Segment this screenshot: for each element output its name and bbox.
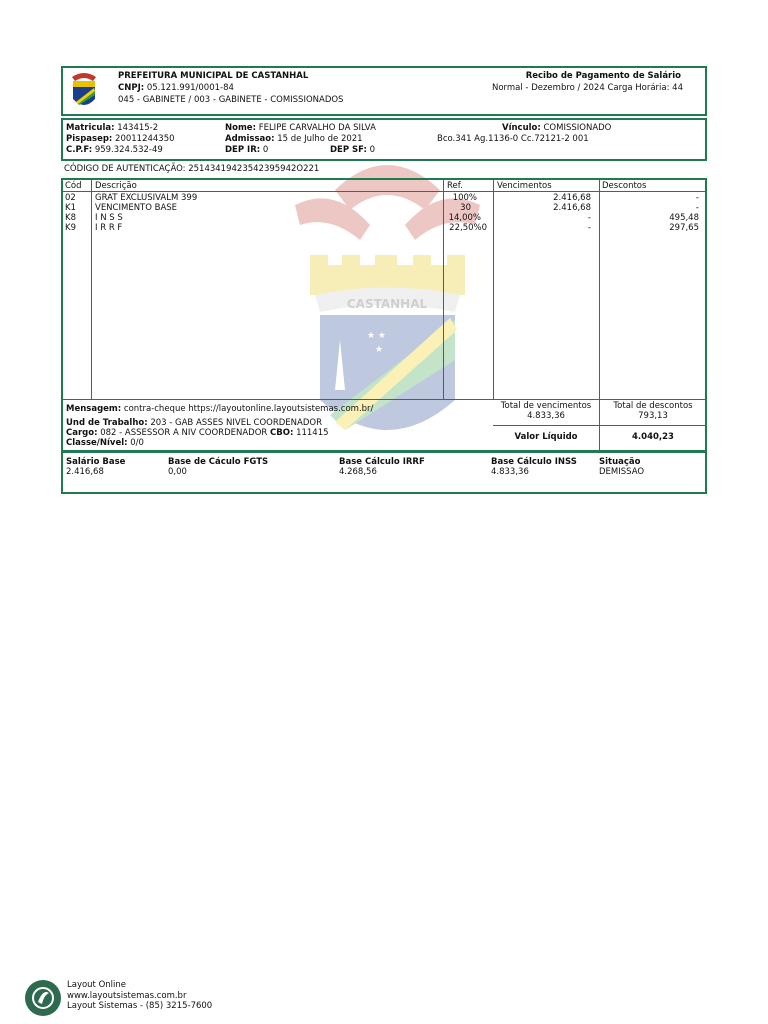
nome-value: FELIPE CARVALHO DA SILVA	[258, 123, 376, 133]
mensagem-label: Mensagem:	[66, 404, 122, 414]
vinculo-label: Vínculo:	[502, 123, 541, 133]
svg-text:★: ★	[375, 345, 384, 355]
col-header-descontos: Descontos	[602, 181, 647, 191]
table-row	[63, 213, 705, 223]
dep-sf-value: 0	[369, 145, 376, 155]
matricula-value: 143415-2	[117, 123, 159, 133]
col-header-descricao: Descrição	[95, 181, 137, 191]
total-vencimentos-label: Total de vencimentos	[500, 401, 592, 411]
svg-text:★ ★: ★ ★	[367, 331, 386, 341]
cbo-label: CBO:	[270, 428, 294, 438]
salario-base-value: 2.416,68	[66, 467, 104, 477]
mensagem-value: contra-cheque https://layoutonline.layoutsistemas.com.br/	[123, 404, 374, 414]
total-descontos-label: Total de descontos	[613, 401, 693, 411]
brand-line-3: Layout Sistemas - (85) 3215-7600	[67, 1001, 213, 1011]
row-desc: I R R F	[95, 223, 123, 233]
classe-value: 0/0	[130, 438, 144, 448]
cargo-label: Cargo:	[66, 428, 98, 438]
admissao-label: Admissao:	[225, 134, 275, 144]
salario-base-label: Salário Base	[66, 457, 126, 467]
situacao-value: DEMISSAO	[599, 467, 645, 477]
row-descontos: 297,65	[669, 223, 699, 233]
table-row	[63, 223, 705, 233]
brand-line-2[interactable]: www.layoutsistemas.com.br	[67, 991, 187, 1001]
auth-code: CÓDIGO DE AUTENTICAÇÃO: 25143419423542395942O221	[64, 164, 320, 174]
doc-title: Recibo de Pagamento de Salário	[525, 71, 681, 81]
row-desc: GRAT EXCLUSIVALM 399	[95, 193, 198, 203]
row-venc: 2.416,68	[553, 193, 591, 203]
row-descontos: 495,48	[669, 213, 699, 223]
row-venc: 2.416,68	[553, 203, 591, 213]
classe-label: Classe/Nível:	[66, 438, 128, 448]
cpf-label: C.P.F:	[66, 145, 93, 155]
inss-label: Base Cálculo INSS	[491, 457, 577, 467]
header-box	[61, 66, 707, 116]
row-venc: -	[587, 223, 591, 233]
valor-liquido-value: 4.040,23	[632, 432, 674, 442]
cnpj-value: 05.121.991/0001-84	[146, 83, 234, 93]
table-row	[63, 193, 705, 203]
row-ref: 14,00%	[448, 213, 481, 223]
cnpj-label: CNPJ:	[118, 83, 145, 93]
vinculo-value: COMISSIONADO	[543, 123, 612, 133]
total-vencimentos-value: 4.833,36	[527, 411, 565, 421]
inss-value: 4.833,36	[491, 467, 529, 477]
dep-sf-label: DEP SF:	[330, 145, 367, 155]
dep-ir-value: 0	[262, 145, 269, 155]
brand-line-1: Layout Online	[67, 980, 127, 990]
row-descontos: -	[695, 203, 699, 213]
admissao-value: 15 de Julho de 2021	[277, 134, 363, 144]
coat-of-arms-logo	[67, 69, 101, 111]
row-ref: 30	[460, 203, 471, 213]
watermark-text: CASTANHAL	[346, 297, 428, 311]
employee-box	[61, 118, 707, 161]
row-cod: 02	[65, 193, 76, 203]
row-cod: K9	[65, 223, 76, 233]
dep-ir-label: DEP IR:	[225, 145, 261, 155]
payslip-table	[61, 178, 707, 452]
layout-logo-icon	[24, 979, 62, 1017]
bank-info: Bco.341 Ag.1136-0 Cc.72121-2 001	[437, 134, 589, 144]
row-cod: K8	[65, 213, 76, 223]
row-desc: VENCIMENTO BASE	[95, 203, 178, 213]
fgts-label: Base de Cáculo FGTS	[168, 457, 269, 467]
hours-line: Carga Horária: 44	[607, 83, 683, 93]
valor-liquido-label: Valor Líquido	[514, 432, 578, 442]
und-trabalho-label: Und de Trabalho:	[66, 418, 148, 428]
unit-line: 045 - GABINETE / 003 - GABINETE - COMISSIONADOS	[118, 95, 344, 105]
row-ref: 22,50%0	[449, 223, 487, 233]
total-descontos-value: 793,13	[638, 411, 668, 421]
col-header-ref: Ref.	[447, 181, 463, 191]
cpf-value: 959.324.532-49	[94, 145, 163, 155]
row-desc: I N S S	[95, 213, 123, 223]
row-ref: 100%	[452, 193, 477, 203]
fgts-value: 0,00	[168, 467, 187, 477]
irrf-label: Base Cálculo IRRF	[339, 457, 425, 467]
matricula-label: Matricula:	[66, 123, 115, 133]
col-header-vencimentos: Vencimentos	[497, 181, 552, 191]
period-line: Normal - Dezembro / 2024	[491, 83, 605, 93]
nome-label: Nome:	[225, 123, 256, 133]
row-venc: -	[587, 213, 591, 223]
pispasep-value: 20011244350	[115, 134, 175, 144]
und-trabalho-value: 203 - GAB ASSES NIVEL COORDENADOR	[150, 418, 322, 428]
irrf-value: 4.268,56	[339, 467, 377, 477]
row-cod: K1	[65, 203, 76, 213]
org-name: PREFEITURA MUNICIPAL DE CASTANHAL	[118, 71, 309, 81]
cbo-value: 111415	[296, 428, 329, 438]
row-descontos: -	[695, 193, 699, 203]
table-row	[63, 203, 705, 213]
cargo-value: 082 - ASSESSOR A NIV COORDENADOR	[100, 428, 268, 438]
bases-box	[61, 451, 707, 494]
pispasep-label: Pispasep:	[66, 134, 113, 144]
col-header-cod: Cód	[65, 181, 82, 191]
situacao-label: Situação	[599, 457, 641, 467]
